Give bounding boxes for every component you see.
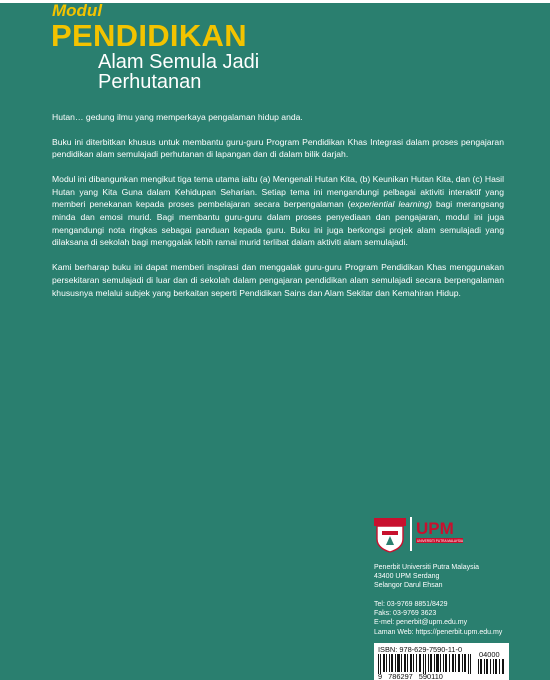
- paragraph-1: Buku ini diterbitkan khusus untuk membantu guru-guru Program Pendidikan Khas Integrasi dalam proses pengajaran pendidikan alam semulajadi perhutanan di lapangan dan di dalam bilik darjah.: [52, 136, 504, 160]
- subtitle-line-2: Perhutanan: [98, 71, 202, 93]
- paragraph-2-part-a: Modul ini dibangunkan mengikut tiga tema utama iaitu (a) Mengenali Hutan Kita, (b) Keunikan Hutan Kita, dan (c) Hasil Hutan yang Kita Guna dalam Kehidupan Seharian. Setiap tema ini mengandungi pelbagai aktiviti interaktif yang memberi penekanan kepada proses pembelajaran secara berpengalaman (: [52, 174, 504, 210]
- blurb: [52, 111, 504, 312]
- isbn-barcode: [374, 643, 509, 680]
- series-label: Modul: [52, 1, 103, 20]
- fax: Faks: 03-9769 3623: [374, 610, 437, 618]
- publisher-contact: [374, 600, 502, 637]
- title-block: [52, 2, 247, 52]
- isbn-number: ISBN: 978-629-7590-11-0: [378, 645, 463, 654]
- barcode-icon: [378, 654, 475, 674]
- subtitle-line-1: Alam Semula Jadi: [98, 51, 260, 73]
- upm-crest-icon: [374, 515, 494, 553]
- upm-logo: [374, 515, 494, 553]
- logo-wordmark: UPM: [416, 519, 454, 538]
- publisher-address-line-1: 43400 UPM Serdang: [374, 573, 440, 580]
- barcode-digits: [378, 672, 449, 680]
- email: E-mel: penerbit@upm.edu.my: [374, 619, 468, 627]
- paragraph-2: [52, 173, 504, 249]
- price-code: 04000: [479, 650, 500, 659]
- price-barcode-icon: [478, 659, 506, 674]
- subtitle: [98, 52, 259, 92]
- paragraph-3: Kami berharap buku ini dapat memberi inspirasi dan menggalak guru-guru Program Pendidikan Khas menggunakan persekitaran semulajadi di luar dan di sekolah dalam pengajaran pendidikan alam semulajadi secara berpengalaman khususnya melalui subjek yang berkaitan seperti Pendidikan Sains dan Alam Sekitar dan Kemahiran Hidup.: [52, 262, 504, 298]
- main-title: PENDIDIKAN: [51, 18, 247, 53]
- barcode-digits-left: 786297: [388, 672, 413, 680]
- tagline: Hutan… gedung ilmu yang memperkaya pengalaman hidup anda.: [52, 112, 303, 122]
- barcode-digits-right: 590110: [418, 672, 443, 680]
- telephone: Tel: 03-9769 8851/8429: [374, 601, 448, 608]
- paragraph-2-italic: experiential learning: [350, 199, 430, 210]
- barcode-digit-first: 9: [378, 672, 383, 680]
- paragraph-2-part-b: ) bagi merangsang minda dan emosi murid. Bagi membantu guru-guru dalam proses penyediaan dan pengajaran, modul ini juga mengandungi nota ringkas sebagai panduan kepada guru. Buku ini juga berkongsi projek alam semulajadi yang dilaksana di sekolah bagi menggalak lebih ramai murid terlibat dalam aktiviti alam semulajadi.: [52, 199, 504, 248]
- website: Laman Web: https://penerbit.upm.edu.my: [374, 628, 503, 636]
- logo-small-text: UNIVERSITI PUTRA MALAYSIA: [417, 539, 463, 543]
- publisher-address: [374, 563, 479, 590]
- publisher-name: Penerbit Universiti Putra Malaysia: [374, 564, 480, 571]
- publisher-address-line-2: Selangor Darul Ehsan: [374, 582, 443, 589]
